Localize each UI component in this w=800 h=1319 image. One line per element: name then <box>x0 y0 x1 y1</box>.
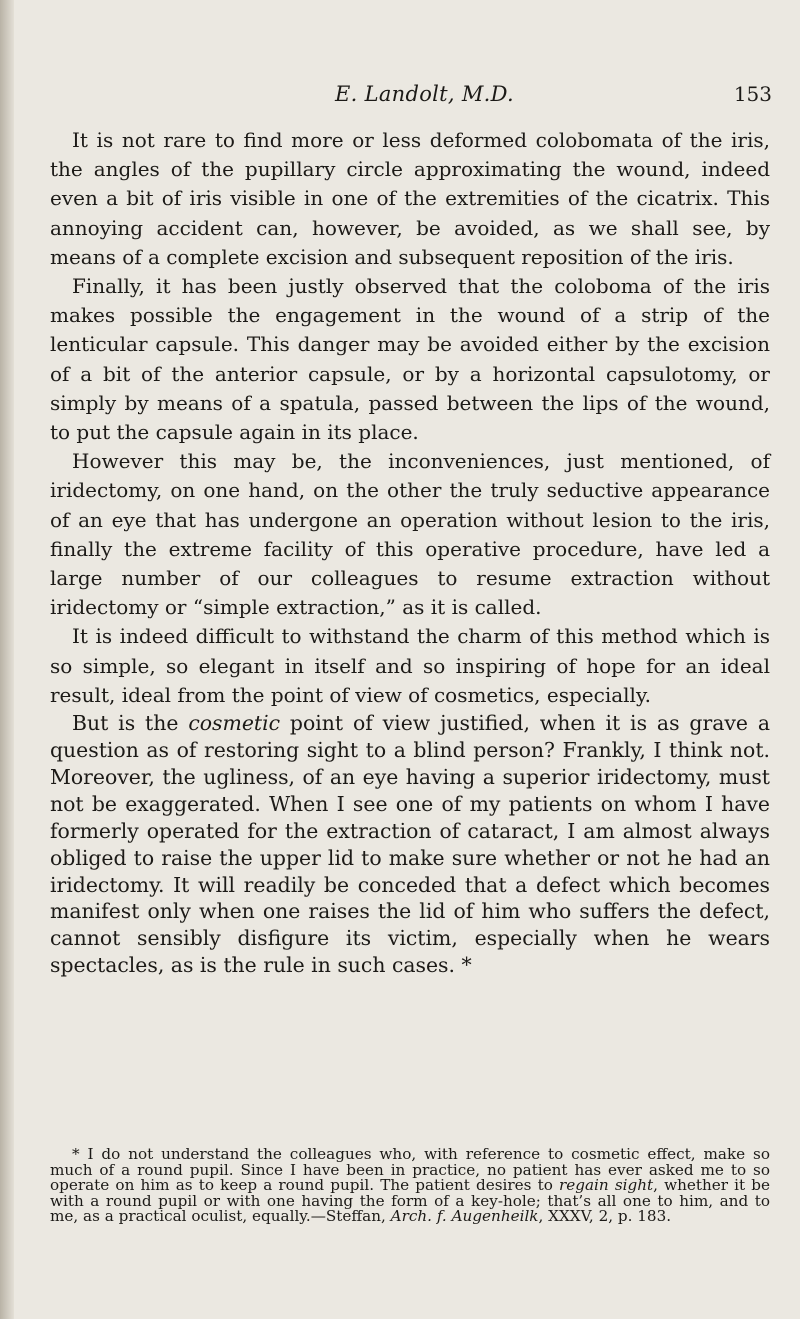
paragraph-2: Finally, it has been justly observed that the coloboma of the iris makes possible the engagement in the wound of a strip of the lenticular capsule. This danger may be avoided either by the excision of a bit of the anterior capsule, or by a horizontal capsulotomy, or simply by means of a spatula, passed between the lips of the wound, to put the capsule again in its place. <box>50 274 770 445</box>
paragraph-1: It is not rare to find more or less deformed colobomata of the iris, the angles of the pupillary circle approximating the wound, indeed even a bit of iris visible in one of the extremities of the cicatrix. This annoying accident can, however, be avoided, as we shall see, by means of a complete excision and subsequent reposition of the iris. <box>50 128 770 269</box>
paragraph-5-rest: point of view justified, when it is as grave a question as of restoring sight to a blind person? Frankly, I think not. Moreover, the ugliness, of an eye having a superior iridectomy, must not be exaggerated. When I see one of my patients on whom I have formerly operated for the extraction of cataract, I am almost always obliged to raise the upper lid to make sure whether or not he had an iridectomy. It will readily be conceded that a defect which becomes manifest only when one raises the lid of him who suffers the defect, cannot sensibly disfigure its victim, especially when he wears spectacles, as is the rule in such cases. * <box>50 711 770 978</box>
footnote-middle: , whether it be with a round pupil or with one having the form of a key-hole; that’s all one to him, and to me, as a practical oculist, equally.—Steffan, <box>50 1176 770 1225</box>
paragraph-4: It is indeed difficult to withstand the charm of this method which is so simple, so elegant in itself and so inspiring of hope for an ideal result, ideal from the point of view of cosmetics, especially. <box>50 624 770 707</box>
paragraph-5 <box>50 710 770 979</box>
running-head <box>50 82 775 112</box>
footnote-start: * I do not understand the colleagues who, with reference to cosmetic effect, make so much of a round pupil. Since I have been in practice, no patient has ever asked me to so operate on him as to keep a round pupil. The patient desires to <box>50 1145 770 1194</box>
footnote-journal: Arch. f. Augenheilk <box>390 1207 539 1225</box>
footnote <box>50 1147 770 1225</box>
book-binding-shadow <box>0 0 14 1319</box>
paragraph-3: However this may be, the inconveniences, just mentioned, of iridectomy, on one hand, on the other the truly seductive appearance of an eye that has undergone an operation without lesion to the iris, finally the extreme facility of this operative procedure, have led a large number of our colleagues to resume extraction without iridectomy or “simple extraction,” as it is called. <box>50 449 770 620</box>
body-text <box>50 126 770 979</box>
page-number: 153 <box>733 82 772 106</box>
book-page <box>50 0 775 1319</box>
footnote-italic-1: regain sight <box>559 1176 654 1194</box>
footnote-end: , XXXV, 2, p. 183. <box>538 1207 672 1225</box>
paragraph-5-start: But is the <box>72 711 189 736</box>
paragraph-5-italic: cosmetic <box>188 711 281 736</box>
author-name: E. Landolt, M.D. <box>335 82 515 106</box>
